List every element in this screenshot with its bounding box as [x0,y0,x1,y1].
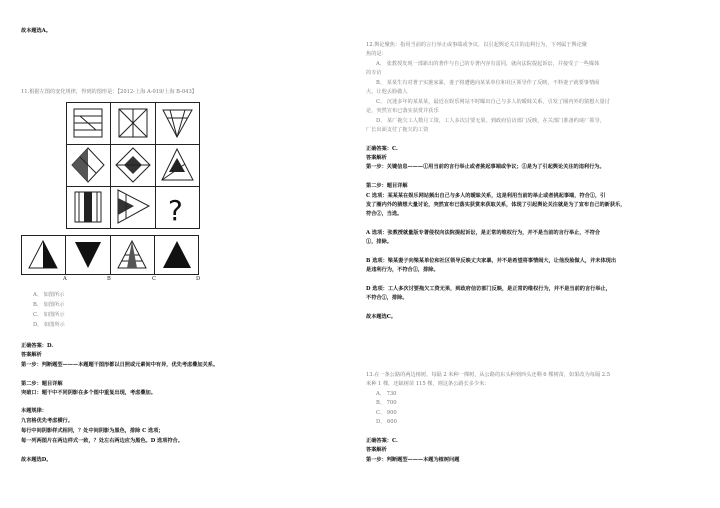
q13-option-c: C、 900 [376,410,397,416]
rule2-11: 每行中间阴影样式相同，？处中间阴影为黑色，排除 C 选项； [21,428,164,434]
analysis-d-1: D 选项：工人多次讨要拖欠工资无果，到政府信访部门反映，是正常的维权行为，并不是当前的言行举止， [366,286,611,292]
question-11: 11.根据左图的变化规律，得到的图形是：【2012-上海 A-019/上海 B-043】 [21,89,197,95]
figure-label-a: A [63,276,67,282]
answer-figures [21,235,199,281]
analysis-c-3: 符合②，当选。 [366,211,403,217]
figure-label-c: C [152,276,156,282]
rule3-11: 每一列两图片在两边样式一致，？处左右两边应为黑色。D 选项符合。 [21,438,183,444]
q12-option-c-cont: 论，突然宣布已落实获赏并获乐 [366,108,439,114]
answer-12: 正确答案：C. [366,146,398,152]
question-13: 13.在一条公路的两边植树，每隔 2 米种一棵树，从公路的东头种到西头还剩 6 棵树苗，如果改为每隔 2.5 [366,372,611,378]
analysis-b-2: 是违利行为，不符合②，排除。 [366,267,439,273]
cell-2 [119,109,147,137]
q12-option-a-cont: 的专访 [366,70,382,76]
question-12-cont: 焦的是： [366,51,387,57]
explain-head-12: 答案解析 [366,155,387,161]
analysis-c-1: C 选项：某某某在娱乐网站频出自己与多人的暧昧关系，这是利用当前的举止或者挑起事端，符合①，引 [366,193,606,199]
answer-13: 正确答案：C. [366,438,398,444]
figure-label-b: B [107,276,111,282]
explain-head-13: 答案解析 [366,447,387,453]
question-12: 12.舆论聚焦：指用当前的言行举止或事端或争议，以引起舆论关注的违利行为，下列属于舆论聚 [366,42,587,48]
cell-7 [75,192,101,222]
analysis-c-2: 发了圈内外的猜想大量讨论，突然宣布已落实获赏来获取关系，体现了引起舆论关注就是为了宣布自己的新获乐， [366,202,626,208]
option-d: D、 如图所示 [33,322,65,328]
cell-1 [74,109,102,137]
q13-option-a: A、 730 [376,391,397,397]
q12-option-b-cont: 大，让他丢脸做人 [366,89,408,95]
rule1-11: 九宫格优先考虑横行。 [21,418,73,424]
step1-12: 第一步：关键信息———①用当前的言行举止或者挑起事端或争议；②是为了引起舆论关注的违利行为。 [366,164,605,170]
q13-option-d: D、 600 [376,419,397,425]
step2-text-11: 突破口：题干中不同阴影在多个图中重复出现，考虑叠加。 [21,390,156,396]
option-c: C、 如图所示 [33,312,65,318]
step2-12: 第二步：题目详解 [366,183,408,189]
question-mark: ? [168,194,183,227]
analysis-d-2: 不符合①，排除。 [366,295,408,301]
final-12: 故本题选C。 [366,314,397,320]
step1-11: 第一步：判断题型———本题题干图形都以日照或元素间中有异，优先考虑叠加关系。 [21,362,219,368]
explain-head-11: 答案解析 [21,352,42,358]
final-11: 故本题选D。 [21,457,52,463]
option-a: A、 如图所示 [33,292,65,298]
rule-head-11: 本题规律： [21,408,47,414]
answer-11: 正确答案：D. [21,343,54,349]
q12-option-a: A、 张教授发现一部新出的著作与自己的专著内容有雷同，就向法院提起诉讼，并接受了一些媒体 [376,61,600,67]
step2-head-11: 第二步：题目详解 [21,381,63,387]
option-b: B、 如图所示 [33,302,65,308]
analysis-b-1: B 选项：梁某妻子向梁某单位和社区领导反映丈夫家暴，并不是希望将事情闹大，让他没脸做人，并未体现出 [366,258,617,264]
analysis-a-2: ①，排除。 [366,239,392,245]
q12-option-d-cont: 厂长出面支付了拖欠的工资 [366,127,429,133]
q13-option-b: B、 700 [376,400,397,406]
figure-label-d: D [196,276,201,282]
step1-13: 第一步：判断题型———本题为植树问题 [366,457,460,463]
q12-option-b: B、 某某生有对著子实施家暴，妻子将遭遇向某某单位和社区领导作了反映，不料妻子就要事情闹 [376,80,600,86]
q12-option-d: D、 某厂拖欠工人数月工资，工人多次讨要无果，到政府信访部门反映，在关部门准备约谈厂领导， [376,118,605,124]
question-13-cont: 米种 1 棵，还缺树苗 115 棵，则这条公路长多少米： [366,381,490,387]
q12-option-c: C、 沉迷多年的某某某，最近在娱乐网站不时曝出自己与多人的暧昧关系，引发了圈内外的猜想大量讨 [376,99,610,105]
analysis-a-1: A 选项：张教授就量版专著侵权向法院提起诉讼，是正常的维权行为，并不是当前的言行举止，不符合 [366,230,601,236]
prev-answer: 故本题选A。 [21,28,51,34]
puzzle-grid [66,102,200,229]
